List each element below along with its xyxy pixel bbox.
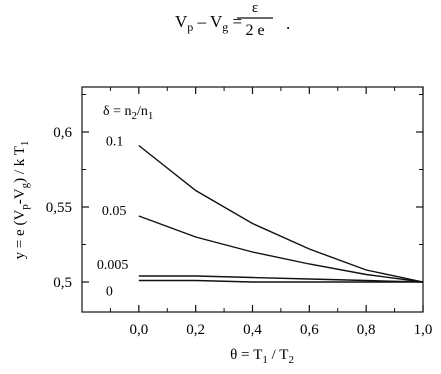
equation-v: V (175, 12, 188, 31)
series-label-0-05: 0.05 (101, 204, 127, 219)
series-label-0-1: 0.1 (105, 134, 124, 150)
equation-header (0, 0, 441, 40)
x-tick-label: 0,4 (243, 322, 262, 338)
x-tick-label: 0,0 (129, 322, 149, 338)
x-axis-title-b: / T (267, 347, 289, 363)
series-lines (139, 146, 423, 283)
x-axis-title (230, 347, 294, 366)
legend-title-a: δ = n (103, 104, 132, 119)
x-axis-title-sub2: 2 (288, 354, 294, 366)
equation-minus-v: – V (193, 12, 223, 31)
equation-lhs (175, 12, 242, 34)
series-label-0: 0 (105, 284, 113, 300)
x-axis-title-a: θ = T (230, 347, 263, 363)
y-tick-label: 0,6 (53, 125, 72, 141)
x-tick-label: 0,2 (186, 322, 206, 338)
series-labels (97, 135, 129, 300)
y-axis-title-sub-p: p (19, 204, 31, 210)
equation-sub-p: p (187, 20, 194, 34)
legend-title-sub2: 2 (131, 110, 137, 122)
legend-title (103, 104, 153, 122)
y-tick-label: 0,55 (45, 200, 72, 216)
x-axis-title-sub1: 1 (262, 354, 268, 366)
x-tick-label: 0,8 (356, 322, 376, 338)
equation-equals: = (228, 12, 243, 31)
series-line-0-1 (139, 146, 423, 283)
tick-labels (46, 125, 433, 338)
equation-numerator: ε (251, 0, 259, 16)
y-axis-title-a: y = e (V (12, 209, 28, 260)
series-line-0-05 (139, 216, 423, 282)
y-axis-title-b: -V (12, 188, 28, 205)
legend-title-b: /n (137, 104, 148, 119)
y-axis-title (12, 141, 31, 260)
series-label-0-005: 0.005 (96, 258, 129, 273)
y-tick-label: 0,5 (53, 275, 72, 291)
y-axis-title-sub-1: 1 (19, 140, 31, 147)
equation-denominator: 2 e (245, 22, 265, 39)
y-axis-title-sub-g: g (19, 182, 31, 189)
chart (0, 40, 441, 374)
y-axis-title-c: ) / k T (12, 146, 28, 183)
equation-sub-g: g (222, 20, 229, 34)
x-tick-label: 1,0 (413, 322, 433, 338)
legend-title-sub1: 1 (147, 110, 154, 122)
equation-period: . (286, 14, 291, 33)
x-tick-label: 0,6 (299, 322, 319, 338)
